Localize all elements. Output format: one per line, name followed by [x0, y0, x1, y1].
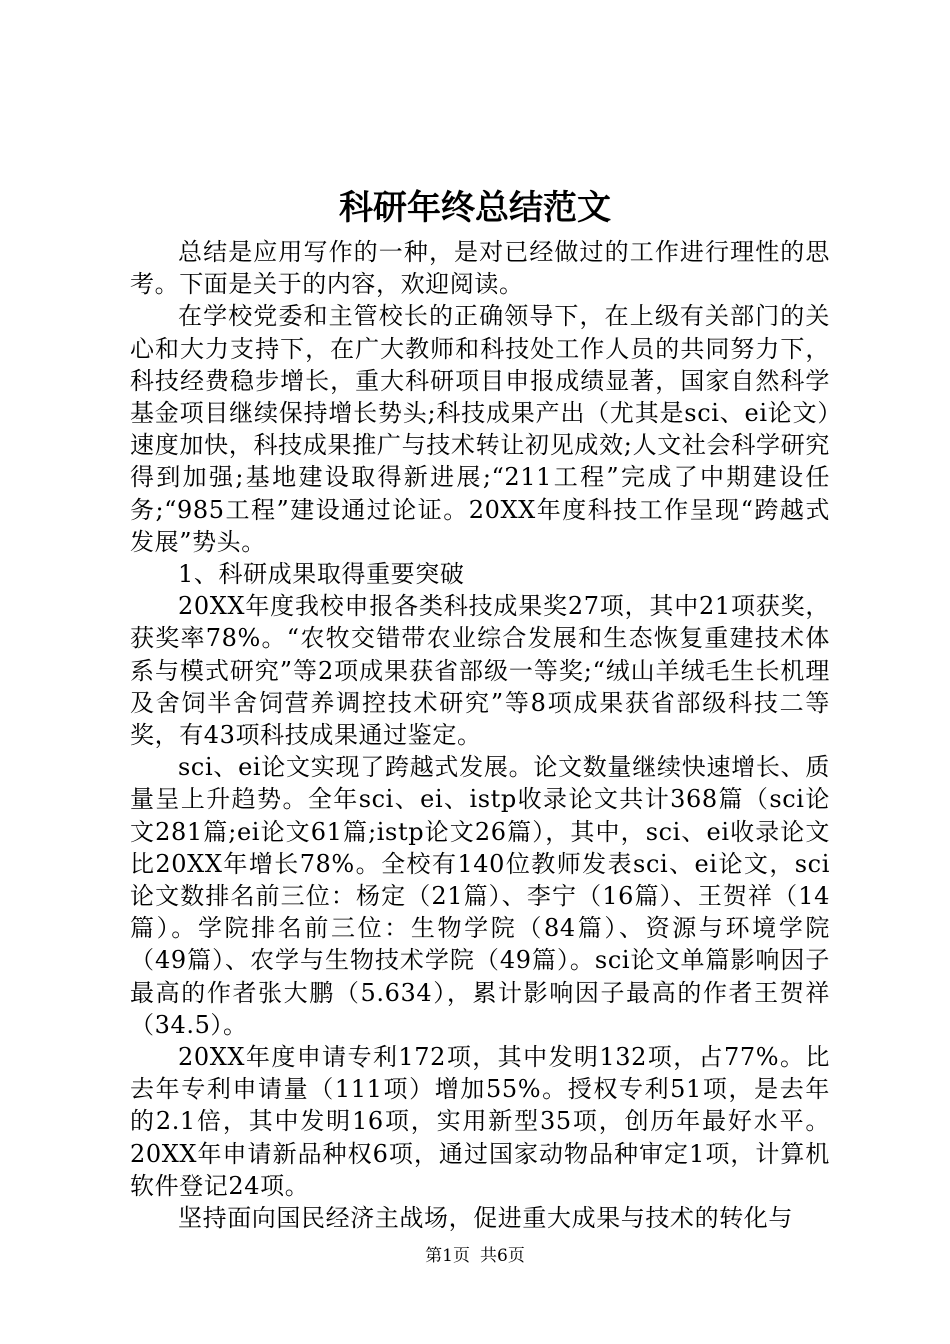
page-number: 第1页 — [425, 1246, 470, 1266]
page-footer — [0, 1245, 950, 1267]
paragraph-papers: sci、ei论文实现了跨越式发展。论文数量继续快速增长、质量呈上升趋势。全年sci、ei、istp收录论文共计368篇（sci论文281篇;ei论文61篇;istp论文26篇），其中，sci、ei收录论文比20XX年增长78%。全校有140位教师发表sci、ei论文，sci论文数排名前三位：杨定（21篇）、李宁（16篇）、王贺祥（14篇）。学院排名前三位：生物学院（84篇）、资源与环境学院（49篇）、农学与生物技术学院（49篇）。sci论文单篇影响因子最高的作者张大鹏（5.634），累计影响因子最高的作者王贺祥（34.5）。 — [130, 753, 830, 1039]
paragraph-awards: 20XX年度我校申报各类科技成果奖27项，其中21项获奖，获奖率78%。“农牧交错带农业综合发展和生态恢复重建技术体系与模式研究”等2项成果获省部级一等奖;“绒山羊绒毛生长机理及舍饲半舍饲营养调控技术研究”等8项成果获省部级科技二等奖，有43项科技成果通过鉴定。 — [130, 592, 830, 750]
section-heading-research-results: 1、科研成果取得重要突破 — [178, 560, 465, 589]
paragraph-patents: 20XX年度申请专利172项，其中发明132项，占77%。比去年专利申请量（111项）增加55%。授权专利51项，是去年的2.1倍，其中发明16项，实用新型35项，创历年最好水平。20XX年申请新品种权6项，通过国家动物品种审定1项，计算机软件登记24项。 — [130, 1043, 830, 1200]
document-title: 科研年终总结范文 — [339, 188, 611, 228]
paragraph-intro: 总结是应用写作的一种，是对已经做过的工作进行理性的思考。下面是关于的内容，欢迎阅读。 — [130, 238, 830, 299]
document-body — [130, 236, 830, 1234]
page-total: 共6页 — [480, 1246, 525, 1266]
paragraph-overview: 在学校党委和主管校长的正确领导下，在上级有关部门的关心和大力支持下，在广大教师和科技处工作人员的共同努力下，科技经费稳步增长，重大科研项目申报成绩显著，国家自然科学基金项目继续保持增长势头;科技成果产出（尤其是sci、ei论文）速度加快，科技成果推广与技术转让初见成效;人文社会科学研究得到加强;基地建设取得新进展;“211工程”完成了中期建设任务;“985工程”建设通过论证。20XX年度科技工作呈现“跨越式发展”势头。 — [130, 302, 830, 556]
paragraph-transfer: 坚持面向国民经济主战场，促进重大成果与技术的转化与 — [178, 1204, 793, 1233]
